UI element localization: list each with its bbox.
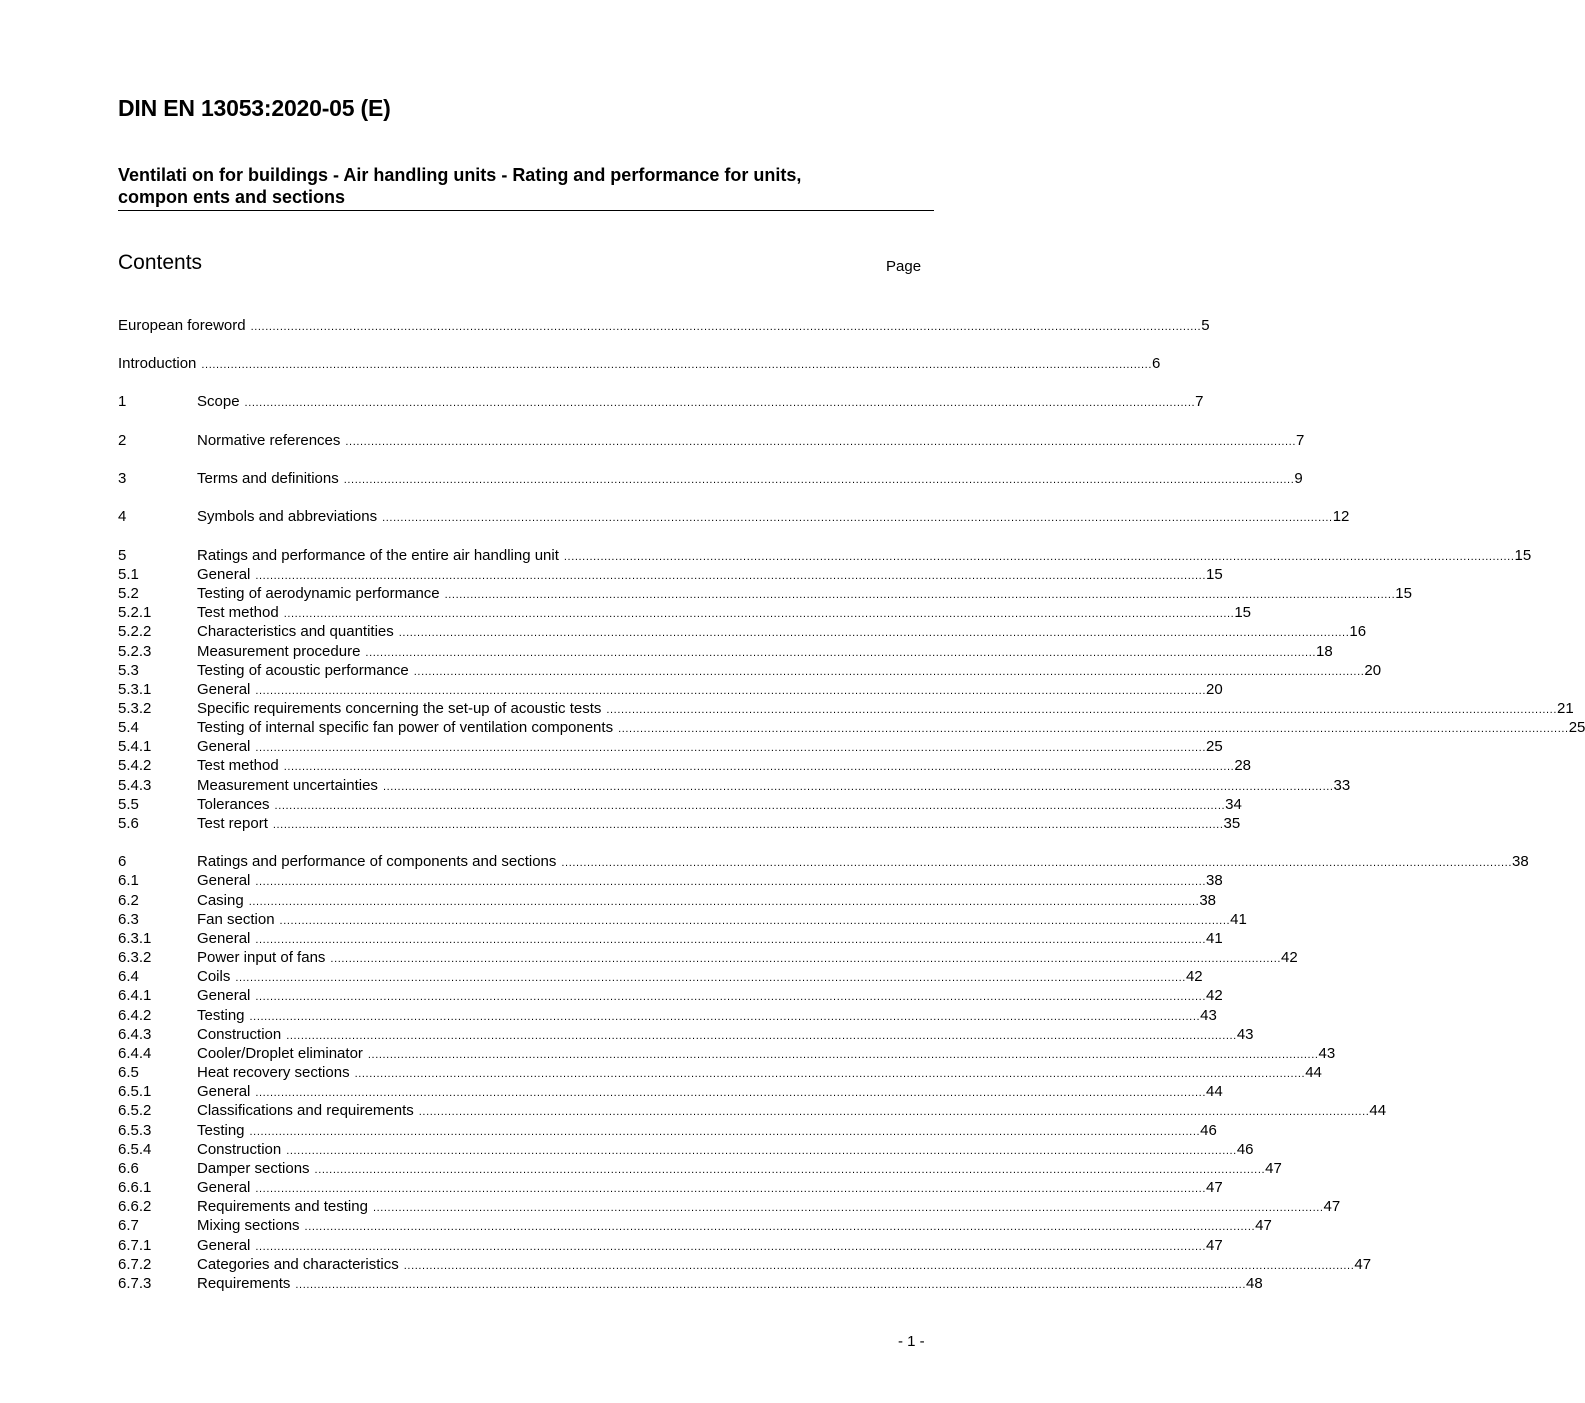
toc-entry-page: 42 — [1185, 968, 1203, 985]
toc-entry-page: 15 — [1514, 547, 1532, 564]
toc-entry-number: 5.2.2 — [118, 623, 152, 640]
toc-entry-page: 43 — [1236, 1026, 1254, 1043]
toc-dot-leader: .................................................................................................................................................................................................................................................................... — [606, 704, 1557, 716]
toc-entry-title: Testing of internal specific fan power of ventilation components — [197, 719, 614, 736]
toc-entry[interactable] — [118, 316, 1210, 335]
toc-entry-title: Testing — [197, 1007, 245, 1024]
toc-entry-page: 43 — [1318, 1045, 1336, 1062]
toc-entry-title: European foreword — [118, 317, 246, 334]
toc-entry-page: 47 — [1323, 1198, 1341, 1215]
toc-entry-title: Normative references — [197, 432, 341, 449]
toc-entry-page: 9 — [1294, 470, 1303, 487]
toc-entry-page: 15 — [1395, 585, 1412, 602]
toc-entry-page: 42 — [1205, 987, 1223, 1004]
toc-entry[interactable] — [118, 1121, 1217, 1140]
toc-dot-leader: .................................................................................................................................................................................................................................................................... — [286, 1145, 1237, 1157]
toc-entry-title: Construction — [197, 1141, 282, 1158]
toc-entry[interactable] — [118, 852, 1529, 871]
toc-entry-number: 5.3 — [118, 662, 139, 679]
toc-entry-title: Cooler/Droplet eliminator — [197, 1045, 363, 1062]
toc-entry-page: 44 — [1369, 1102, 1387, 1119]
toc-entry[interactable] — [118, 1082, 1223, 1101]
toc-entry-page: 44 — [1305, 1064, 1322, 1081]
toc-entry-title: Mixing sections — [197, 1217, 300, 1234]
toc-entry-title: Damper sections — [197, 1160, 310, 1177]
toc-entry-number: 1 — [118, 393, 127, 410]
toc-entry-title: General — [197, 1083, 251, 1100]
toc-entry-page: 16 — [1349, 623, 1367, 640]
toc-dot-leader: .................................................................................................................................................................................................................................................................... — [403, 1260, 1355, 1272]
toc-dot-leader: .................................................................................................................................................................................................................................................................... — [382, 781, 1334, 793]
toc-entry[interactable] — [118, 871, 1223, 890]
toc-dot-leader: .................................................................................................................................................................................................................................................................... — [314, 1164, 1266, 1176]
toc-entry[interactable] — [118, 1025, 1254, 1044]
toc-entry-number: 6.5 — [118, 1064, 139, 1081]
toc-dot-leader: .................................................................................................................................................................................................................................................................... — [255, 991, 1206, 1003]
toc-entry-title: Construction — [197, 1026, 282, 1043]
toc-entry-number: 6.7.1 — [118, 1237, 152, 1254]
toc-dot-leader: .................................................................................................................................................................................................................................................................... — [279, 915, 1231, 927]
toc-entry-title: Heat recovery sections — [197, 1064, 350, 1081]
toc-entry-page: 12 — [1332, 508, 1350, 525]
toc-entry-title: Test method — [197, 757, 279, 774]
toc-dot-leader: .................................................................................................................................................................................................................................................................... — [255, 1241, 1206, 1253]
toc-entry-number: 6.6 — [118, 1160, 139, 1177]
toc-dot-leader: .................................................................................................................................................................................................................................................................... — [398, 627, 1350, 639]
toc-entry[interactable] — [118, 756, 1252, 775]
toc-entry-page: 20 — [1364, 662, 1382, 679]
toc-entry-title: Testing — [197, 1122, 245, 1139]
toc-entry-number: 6.4 — [118, 968, 139, 985]
toc-entry[interactable] — [118, 642, 1333, 661]
toc-dot-leader: .................................................................................................................................................................................................................................................................... — [250, 321, 1202, 333]
toc-entry-number: 6 — [118, 853, 127, 870]
toc-dot-leader: .................................................................................................................................................................................................................................................................... — [295, 1279, 1246, 1291]
toc-entry-number: 5.2.1 — [118, 604, 152, 621]
toc-entry-number: 5.4.2 — [118, 757, 152, 774]
contents-heading: Contents — [118, 251, 203, 274]
toc-dot-leader: .................................................................................................................................................................................................................................................................... — [418, 1106, 1370, 1118]
toc-dot-leader: .................................................................................................................................................................................................................................................................... — [304, 1221, 1256, 1233]
toc-dot-leader: .................................................................................................................................................................................................................................................................... — [354, 1068, 1306, 1080]
toc-dot-leader: .................................................................................................................................................................................................................................................................... — [255, 742, 1206, 754]
toc-entry-number: 6.6.1 — [118, 1179, 152, 1196]
toc-entry-page: 46 — [1236, 1141, 1254, 1158]
toc-entry-title: Requirements — [197, 1275, 291, 1292]
toc-entry[interactable] — [118, 795, 1242, 814]
toc-entry[interactable] — [118, 1159, 1282, 1178]
toc-entry-number: 3 — [118, 470, 127, 487]
toc-entry-page: 15 — [1205, 566, 1223, 583]
toc-entry-page: 42 — [1281, 949, 1298, 966]
toc-entry-page: 25 — [1205, 738, 1223, 755]
toc-entry[interactable] — [118, 1255, 1372, 1274]
toc-entry[interactable] — [118, 1216, 1272, 1235]
toc-entry-title: General — [197, 930, 251, 947]
toc-entry-number: 6.5.4 — [118, 1141, 152, 1158]
toc-dot-leader: .................................................................................................................................................................................................................................................................... — [274, 800, 1226, 812]
toc-entry-title: General — [197, 1237, 251, 1254]
toc-entry-page: 38 — [1199, 892, 1216, 909]
toc-entry[interactable] — [118, 737, 1223, 756]
toc-entry-page: 41 — [1205, 930, 1223, 947]
toc-entry-title: General — [197, 738, 251, 755]
toc-entry-title: Scope — [197, 393, 240, 410]
toc-entry[interactable] — [118, 469, 1303, 488]
toc-dot-leader: .................................................................................................................................................................................................................................................................... — [255, 1087, 1206, 1099]
toc-entry-number: 6.2 — [118, 892, 139, 909]
toc-entry[interactable] — [118, 948, 1298, 967]
toc-entry[interactable] — [118, 929, 1223, 948]
toc-entry-title: Ratings and performance of the entire air handling unit — [197, 547, 559, 564]
toc-entry-number: 5.2.3 — [118, 643, 152, 660]
toc-entry-page: 43 — [1200, 1007, 1217, 1024]
toc-dot-leader: .................................................................................................................................................................................................................................................................... — [343, 474, 1295, 486]
toc-entry-page: 35 — [1223, 815, 1241, 832]
toc-entry-page: 5 — [1201, 317, 1210, 334]
toc-entry[interactable] — [118, 1178, 1223, 1197]
toc-entry[interactable] — [118, 661, 1382, 680]
toc-entry-number: 6.7.3 — [118, 1275, 152, 1292]
toc-entry[interactable] — [118, 1006, 1217, 1025]
document-title: DIN EN 13053:2020-05 (E) — [118, 95, 391, 121]
toc-entry[interactable] — [118, 1236, 1223, 1255]
toc-entry-title: Terms and definitions — [197, 470, 339, 487]
toc-entry[interactable] — [118, 354, 1161, 373]
toc-dot-leader: .................................................................................................................................................................................................................................................................... — [283, 608, 1235, 620]
toc-entry-number: 6.5.2 — [118, 1102, 152, 1119]
toc-dot-leader: .................................................................................................................................................................................................................................................................... — [367, 1049, 1319, 1061]
toc-entry[interactable] — [118, 507, 1350, 526]
toc-dot-leader: .................................................................................................................................................................................................................................................................... — [286, 1030, 1237, 1042]
toc-entry-number: 6.1 — [118, 872, 139, 889]
toc-entry-number: 6.3.2 — [118, 949, 152, 966]
toc-entry-page: 7 — [1296, 432, 1305, 449]
toc-dot-leader: .................................................................................................................................................................................................................................................................... — [283, 761, 1235, 773]
toc-entry[interactable] — [118, 1274, 1263, 1293]
toc-entry[interactable] — [118, 392, 1204, 411]
toc-entry-number: 6.4.1 — [118, 987, 152, 1004]
toc-dot-leader: .................................................................................................................................................................................................................................................................... — [372, 1202, 1324, 1214]
toc-entry-title: Measurement uncertainties — [197, 777, 378, 794]
toc-entry-title: Test method — [197, 604, 279, 621]
toc-entry[interactable] — [118, 565, 1223, 584]
toc-entry-page: 38 — [1205, 872, 1223, 889]
toc-entry-page: 47 — [1205, 1179, 1223, 1196]
toc-dot-leader: .................................................................................................................................................................................................................................................................... — [563, 551, 1515, 563]
subtitle-line-1: Ventilati on for buildings - Air handling units - Rating and performance for units, — [118, 165, 802, 185]
toc-dot-leader: .................................................................................................................................................................................................................................................................... — [272, 819, 1224, 831]
toc-entry-number: 6.4.4 — [118, 1045, 152, 1062]
toc-dot-leader: .................................................................................................................................................................................................................................................................... — [255, 934, 1206, 946]
toc-entry[interactable] — [118, 603, 1252, 622]
page-column-heading: Page — [886, 258, 922, 275]
toc-dot-leader: .................................................................................................................................................................................................................................................................... — [255, 1183, 1206, 1195]
toc-entry-page: 7 — [1195, 393, 1204, 410]
toc-entry-title: General — [197, 566, 251, 583]
toc-entry[interactable] — [118, 891, 1216, 910]
toc-entry-number: 5.3.2 — [118, 700, 152, 717]
toc-dot-leader: .................................................................................................................................................................................................................................................................... — [244, 397, 1196, 409]
toc-entry-page: 6 — [1152, 355, 1161, 372]
toc-dot-leader: .................................................................................................................................................................................................................................................................... — [365, 647, 1317, 659]
toc-entry[interactable] — [118, 776, 1351, 795]
toc-entry-page: 21 — [1556, 700, 1574, 717]
toc-entry-title: Test report — [197, 815, 268, 832]
table-of-contents — [118, 0, 1585, 1403]
toc-entry-page: 28 — [1234, 757, 1252, 774]
toc-dot-leader: .................................................................................................................................................................................................................................................................... — [249, 1126, 1201, 1138]
toc-entry[interactable] — [118, 718, 1585, 737]
toc-entry-title: Classifications and requirements — [197, 1102, 414, 1119]
toc-entry-number: 6.7 — [118, 1217, 139, 1234]
toc-entry-number: 5.4.3 — [118, 777, 152, 794]
subtitle-line-2: compon ents and sections — [118, 187, 346, 207]
toc-entry-number: 6.4.2 — [118, 1007, 152, 1024]
toc-entry-page: 25 — [1568, 719, 1585, 736]
toc-entry[interactable] — [118, 1044, 1336, 1063]
toc-entry-number: 6.5.1 — [118, 1083, 152, 1100]
toc-entry-page: 48 — [1246, 1275, 1263, 1292]
toc-entry-page: 15 — [1234, 604, 1252, 621]
toc-entry-title: Ratings and performance of components and sections — [197, 853, 557, 870]
toc-entry-page: 38 — [1512, 853, 1529, 870]
toc-dot-leader: .................................................................................................................................................................................................................................................................... — [255, 570, 1206, 582]
toc-entry-title: Tolerances — [197, 796, 270, 813]
toc-entry-number: 6.7.2 — [118, 1256, 152, 1273]
toc-dot-leader: .................................................................................................................................................................................................................................................................... — [235, 972, 1186, 984]
toc-entry[interactable] — [118, 699, 1574, 718]
toc-entry-number: 6.4.3 — [118, 1026, 152, 1043]
toc-entry-title: Characteristics and quantities — [197, 623, 394, 640]
toc-entry-title: Categories and characteristics — [197, 1256, 399, 1273]
toc-dot-leader: .................................................................................................................................................................................................................................................................... — [413, 666, 1365, 678]
toc-entry-title: Requirements and testing — [197, 1198, 368, 1215]
toc-entry-title: Specific requirements concerning the set-up of acoustic tests — [197, 700, 602, 717]
toc-entry-number: 6.5.3 — [118, 1122, 152, 1139]
toc-entry-title: General — [197, 1179, 251, 1196]
toc-entry-title: Introduction — [118, 355, 197, 372]
toc-entry[interactable] — [118, 910, 1247, 929]
toc-entry-title: Fan section — [197, 911, 275, 928]
toc-entry-title: Testing of aerodynamic performance — [197, 585, 440, 602]
toc-entry-title: Coils — [197, 968, 231, 985]
toc-entry[interactable] — [118, 622, 1367, 641]
toc-entry-page: 47 — [1255, 1217, 1272, 1234]
toc-entry[interactable] — [118, 814, 1241, 833]
toc-entry[interactable] — [118, 1140, 1254, 1159]
toc-entry-title: General — [197, 872, 251, 889]
toc-entry-page: 33 — [1333, 777, 1351, 794]
toc-entry-page: 47 — [1354, 1256, 1372, 1273]
toc-entry-number: 6.3 — [118, 911, 139, 928]
toc-entry-page: 20 — [1205, 681, 1223, 698]
toc-dot-leader: .................................................................................................................................................................................................................................................................... — [444, 589, 1396, 601]
toc-entry[interactable] — [118, 1197, 1341, 1216]
toc-entry-number: 5.6 — [118, 815, 139, 832]
toc-entry-number: 5.3.1 — [118, 681, 152, 698]
toc-entry-title: Power input of fans — [197, 949, 326, 966]
toc-entry-number: 6.3.1 — [118, 930, 152, 947]
toc-entry[interactable] — [118, 431, 1305, 450]
toc-entry-page: 18 — [1316, 643, 1333, 660]
toc-dot-leader: .................................................................................................................................................................................................................................................................... — [255, 876, 1206, 888]
toc-entry-number: 5.2 — [118, 585, 139, 602]
toc-entry[interactable] — [118, 584, 1412, 603]
toc-dot-leader: .................................................................................................................................................................................................................................................................... — [345, 436, 1296, 448]
toc-entry-page: 41 — [1230, 911, 1247, 928]
toc-entry-page: 47 — [1205, 1237, 1223, 1254]
toc-entry-number: 5.4 — [118, 719, 139, 736]
toc-entry-number: 6.6.2 — [118, 1198, 152, 1215]
toc-dot-leader: .................................................................................................................................................................................................................................................................... — [330, 953, 1282, 965]
toc-entry-page: 47 — [1265, 1160, 1282, 1177]
toc-entry[interactable] — [118, 546, 1532, 565]
toc-entry-title: General — [197, 987, 251, 1004]
toc-entry-page: 34 — [1225, 796, 1242, 813]
toc-dot-leader: .................................................................................................................................................................................................................................................................... — [561, 857, 1512, 869]
toc-dot-leader: .................................................................................................................................................................................................................................................................... — [201, 359, 1152, 371]
toc-entry-title: Symbols and abbreviations — [197, 508, 378, 525]
toc-dot-leader: .................................................................................................................................................................................................................................................................... — [255, 685, 1206, 697]
toc-entry-number: 5 — [118, 547, 127, 564]
toc-entry[interactable] — [118, 680, 1223, 699]
toc-entry-number: 5.1 — [118, 566, 139, 583]
toc-entry-number: 5.5 — [118, 796, 139, 813]
toc-entry[interactable] — [118, 967, 1203, 986]
page-number: - 1 - — [898, 1333, 925, 1350]
toc-entry[interactable] — [118, 1063, 1322, 1082]
toc-dot-leader: .................................................................................................................................................................................................................................................................... — [382, 512, 1333, 524]
toc-entry[interactable] — [118, 1101, 1387, 1120]
toc-entry-title: Casing — [197, 892, 244, 909]
toc-entry[interactable] — [118, 986, 1223, 1005]
toc-dot-leader: .................................................................................................................................................................................................................................................................... — [248, 896, 1200, 908]
toc-entry-page: 46 — [1200, 1122, 1217, 1139]
toc-dot-leader: .................................................................................................................................................................................................................................................................... — [618, 723, 1569, 735]
toc-entry-title: Measurement procedure — [197, 643, 361, 660]
toc-entry-title: Testing of acoustic performance — [197, 662, 409, 679]
toc-entry-number: 4 — [118, 508, 127, 525]
toc-entry-number: 2 — [118, 432, 127, 449]
toc-dot-leader: .................................................................................................................................................................................................................................................................... — [249, 1011, 1201, 1023]
toc-entry-page: 44 — [1205, 1083, 1223, 1100]
toc-entry-title: General — [197, 681, 251, 698]
toc-entry-number: 5.4.1 — [118, 738, 152, 755]
